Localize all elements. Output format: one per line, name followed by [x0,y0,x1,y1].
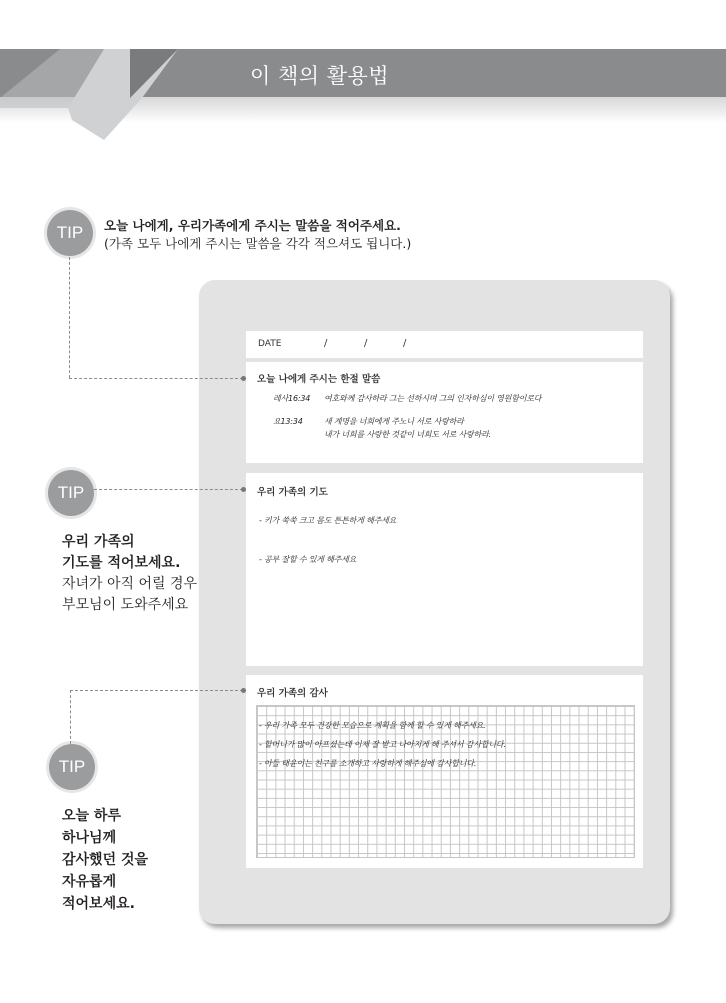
verse-ref: 요13:34 [273,417,303,426]
thanks-item: - 우리 가족 모두 건강한 모습으로 계획을 함께 할 수 있게 해주세요. [259,721,486,730]
verse-text: 새 계명을 너희에게 주노니 서로 사랑하라 [324,417,464,426]
connector-line [70,690,243,691]
tip-2-line-3: 자녀가 아직 어릴 경우 [62,576,198,592]
tip-3-line-1: 오늘 하루 [62,808,121,824]
verse-ref: 레사16:34 [273,394,311,403]
section-title: 우리 가족의 감사 [257,688,328,699]
tip-text-3 [62,805,148,915]
connector-dot [241,688,246,693]
date-panel [246,331,643,358]
tip-3-line-3: 감사했던 것을 [62,852,149,868]
verse-text: 여호와께 감사하라 그는 선하시며 그의 인자하심이 영원함이로다 [324,394,542,403]
date-separator: / [324,338,328,349]
tip-2-line-1: 우리 가족의 [62,534,135,550]
tip-3-line-5: 적어보세요. [62,896,135,912]
thanks-item: - 할머니가 많이 아프셨는데 이제 잘 받고 나아지게 해 주셔서 감사합니다. [259,740,506,749]
thanks-item: - 아들 태윤이는 친구를 소개하고 사랑하게 해주심에 감사합니다. [259,759,477,768]
connector-dot [241,487,246,492]
date-label: DATE [258,339,282,349]
tip-2-line-2: 기도를 적어보세요. [62,555,181,571]
page-title: 이 책의 활용법 [250,64,390,88]
date-separator: / [403,338,407,349]
thanks-section [246,675,643,868]
section-title: 우리 가족의 기도 [257,487,328,498]
date-separator: / [364,338,368,349]
prayer-section [246,473,643,666]
prayer-item: - 공부 잘할 수 있게 해주세요 [259,555,357,564]
word-section [246,362,643,463]
verse-text: 내가 너희를 사랑한 것같이 너희도 서로 사랑하라. [324,430,491,439]
tip-badge: TIP [47,210,93,256]
tip-badge: TIP [49,744,95,790]
connector-line [94,489,243,490]
tip-3-line-4: 자유롭게 [62,874,117,890]
tip-3-line-2: 하나님께 [62,830,117,846]
section-title: 오늘 나에게 주시는 한절 말씀 [257,374,381,385]
connector-line [69,257,70,378]
tip-badge: TIP [48,470,94,516]
tip-2-line-4: 부모님이 도와주세요 [62,597,189,613]
connector-line [70,690,71,744]
prayer-item: - 키가 쑥쑥 크고 몸도 튼튼하게 해주세요 [259,516,397,525]
tip-1-line-2: (가족 모두 나에게 주시는 말씀을 각각 적으셔도 됩니다.) [104,236,412,251]
connector-line [69,378,243,379]
connector-dot [241,376,246,381]
tip-text-1 [104,217,411,253]
tip-1-line-1: 오늘 나에게, 우리가족에게 주시는 말씀을 적어주세요. [104,218,401,233]
tip-text-2 [62,532,197,616]
